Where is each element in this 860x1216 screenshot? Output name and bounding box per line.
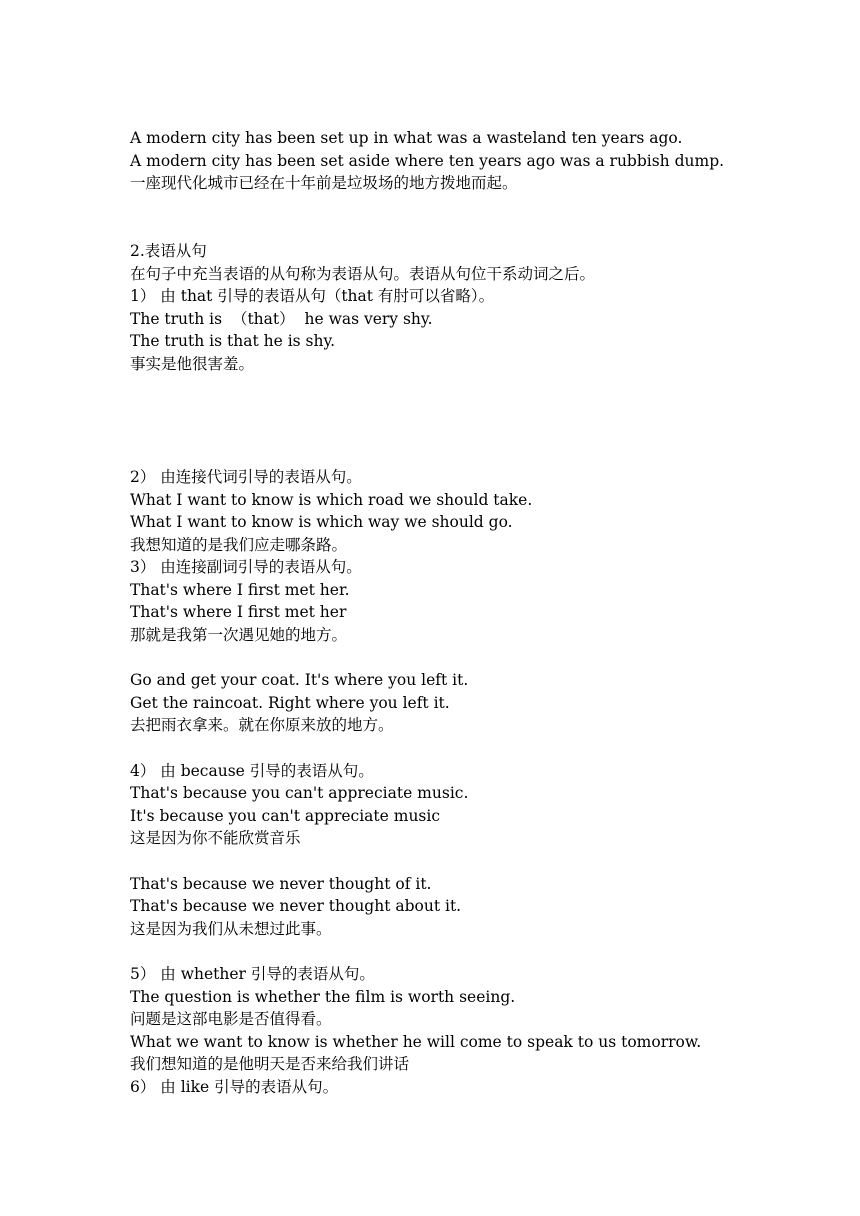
blank-line [130,647,810,670]
text-line: What we want to know is whether he will come to speak to us tomorrow. [130,1032,702,1051]
text-line: The truth is that he is shy. [130,332,336,351]
text-line: 6） 由 like 引导的表语从句。 [130,1077,339,1096]
text-line: That's because we never thought about it. [130,897,462,916]
text-line: The truth is （that） he was very shy. [130,309,433,328]
blank-line [130,195,810,218]
document-body [130,127,810,1099]
text-line: 去把雨衣拿来。就在你原来放的地方。 [130,716,394,735]
text-line: 3） 由连接副词引导的表语从句。 [130,558,362,577]
text-line: That's where I first met her [130,603,347,622]
blank-line [130,443,810,466]
blank-line [130,398,810,421]
text-line: 我们想知道的是他明天是否来给我们讲话 [130,1055,410,1074]
text-line: A modern city has been set aside where ten years ago was a rubbish dump. [130,151,725,170]
text-line: 一座现代化城市已经在十年前是垃圾场的地方拨地而起。 [130,174,518,193]
blank-line [130,217,810,240]
text-line: 那就是我第一次遇见她的地方。 [130,626,348,645]
text-line: 5） 由 whether 引导的表语从句。 [130,964,375,983]
text-line: It's because you can't appreciate music [130,806,441,825]
text-line: 4） 由 because 引导的表语从句。 [130,761,374,780]
text-line: 这是因为我们从未想过此事。 [130,919,332,938]
blank-line [130,850,810,873]
text-line: What I want to know is which way we should go. [130,513,513,532]
text-line: 事实是他很害羞。 [130,354,255,373]
text-line: What I want to know is which road we should take. [130,490,533,509]
text-line: Get the raincoat. Right where you left it. [130,693,450,712]
text-line: Go and get your coat. It's where you left it. [130,671,469,690]
text-line: 这是因为你不能欣赏音乐 [130,829,301,848]
text-line: 2.表语从句 [130,241,207,260]
text-line: That's because you can't appreciate music. [130,784,469,803]
text-line: 我想知道的是我们应走哪条路。 [130,535,348,554]
blank-line [130,940,810,963]
text-line: That's where I first met her. [130,580,350,599]
blank-line [130,421,810,444]
text-line: 1） 由 that 引导的表语从句（that 有肘可以省略）。 [130,287,495,306]
text-line: That's because we never thought of it. [130,874,432,893]
text-line: The question is whether the film is worth seeing. [130,987,516,1006]
text-line: 在句子中充当表语的从句称为表语从句。表语从句位干系动词之后。 [130,264,596,283]
text-line: A modern city has been set up in what was a wasteland ten years ago. [130,129,683,147]
blank-line [130,737,810,760]
text-line: 问题是这部电影是否值得看。 [130,1010,332,1029]
blank-line [130,376,810,399]
text-line: 2） 由连接代词引导的表语从句。 [130,467,362,486]
